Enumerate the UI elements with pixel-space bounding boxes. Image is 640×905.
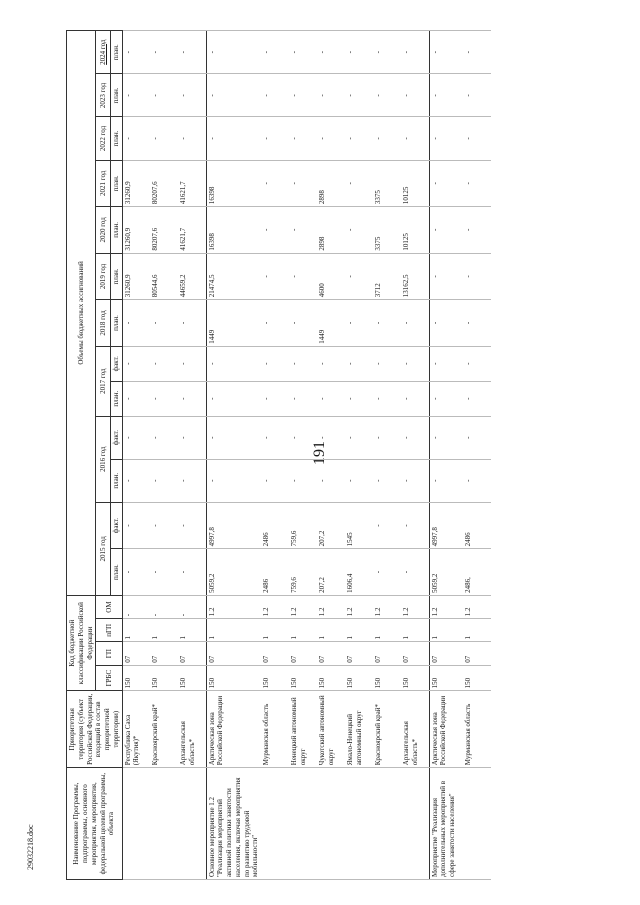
header-plan: план. [110, 459, 122, 502]
header-year: 2020 год [96, 207, 111, 254]
cell-value: - [289, 416, 317, 459]
cell-value: - [122, 502, 150, 549]
cell-value: - [345, 253, 373, 300]
cell-value: - [206, 74, 261, 117]
cell-value: - [122, 74, 150, 117]
cell-name [317, 768, 345, 880]
cell-value: - [345, 381, 373, 416]
header-plan: план. [110, 117, 122, 160]
cell-value: - [261, 117, 289, 160]
header-plan: план. [110, 300, 122, 347]
cell-gp: 07 [345, 642, 373, 665]
cell-value: - [150, 381, 178, 416]
header-territory: Приоритетная территория (субъект Российской Федерации, входящий в состав приоритетной территории) [67, 691, 123, 768]
cell-value: - [345, 117, 373, 160]
cell-value: - [261, 160, 289, 207]
cell-pgp: 1 [261, 619, 289, 642]
cell-territory: Ямало-Ненецкий автономный округ [345, 691, 373, 768]
cell-value: - [178, 502, 206, 549]
cell-gp: 07 [373, 642, 401, 665]
table-body [122, 31, 491, 880]
header-gp: ГП [96, 642, 122, 665]
budget-table-container [66, 30, 566, 880]
cell-value: - [150, 31, 178, 74]
cell-value: - [429, 346, 463, 381]
budget-table [66, 30, 491, 880]
cell-name: Мероприятие "Реализация дополнительных мероприятий в сфере занятости населения" [429, 768, 463, 880]
cell-value: - [289, 160, 317, 207]
cell-value: 31260,9 [122, 160, 150, 207]
header-year: 2015 год [96, 502, 111, 595]
cell-value: - [317, 381, 345, 416]
cell-om: 1.2 [345, 595, 373, 618]
cell-pgp: 1 [206, 619, 261, 642]
table-row [206, 31, 261, 880]
cell-value: 3375 [373, 207, 401, 254]
cell-value: - [373, 381, 401, 416]
header-plan: план. [110, 253, 122, 300]
cell-value: - [463, 346, 491, 381]
cell-value: - [206, 459, 261, 502]
cell-value: - [178, 346, 206, 381]
cell-value: - [261, 31, 289, 74]
header-volumes: Объемы бюджетных ассигнований [67, 31, 96, 596]
cell-om: - [178, 595, 206, 618]
cell-value: - [178, 31, 206, 74]
cell-value: - [345, 459, 373, 502]
cell-value: 16398 [206, 160, 261, 207]
cell-value: - [429, 300, 463, 347]
cell-pgp: 1 [429, 619, 463, 642]
cell-value: 3712 [373, 253, 401, 300]
cell-value: - [289, 346, 317, 381]
cell-name [289, 768, 317, 880]
cell-om: - [150, 595, 178, 618]
cell-value: - [429, 160, 463, 207]
cell-value: - [178, 459, 206, 502]
table-header [67, 31, 123, 880]
cell-value: 2486 [261, 549, 289, 596]
cell-value: - [401, 549, 429, 596]
cell-value: 759,6 [289, 502, 317, 549]
cell-territory: Красноярский край* [150, 691, 178, 768]
cell-value: - [463, 381, 491, 416]
table-row [345, 31, 373, 880]
cell-grbs: 150 [150, 665, 178, 691]
page-number: 191 [311, 441, 328, 465]
cell-value: 41621,7 [178, 207, 206, 254]
cell-value: - [150, 416, 178, 459]
table-row [261, 31, 289, 880]
cell-value: - [150, 117, 178, 160]
cell-value: 21474,5 [206, 253, 261, 300]
cell-value: 2486, [463, 549, 491, 596]
cell-value: 4997,8 [206, 502, 261, 549]
header-plan: план. [110, 549, 122, 596]
cell-value: 16398 [206, 207, 261, 254]
cell-value: - [150, 74, 178, 117]
cell-value: - [178, 117, 206, 160]
cell-territory: Арктическая зона Российской Федерации [429, 691, 463, 768]
cell-pgp: 1 [122, 619, 150, 642]
cell-territory: Республика Саха (Якутия)* [122, 691, 150, 768]
cell-value: 10125 [401, 160, 429, 207]
header-grbs: ГРБС [96, 665, 122, 691]
cell-value: - [373, 416, 401, 459]
header-year: 2021 год [96, 160, 111, 207]
cell-value: 1449 [317, 300, 345, 347]
cell-value: - [289, 74, 317, 117]
header-year: 2024 год [96, 31, 111, 74]
header-year: 2019 год [96, 253, 111, 300]
cell-value: 31260,9 [122, 253, 150, 300]
cell-territory: Арктическая зона Российской Федерации [206, 691, 261, 768]
cell-om: 1.2 [317, 595, 345, 618]
cell-value: - [150, 549, 178, 596]
cell-value: - [261, 459, 289, 502]
cell-om: 1.2 [401, 595, 429, 618]
cell-value: - [261, 300, 289, 347]
cell-value: - [206, 381, 261, 416]
cell-territory: Ненецкий автономный округ [289, 691, 317, 768]
cell-om: 1.2 [373, 595, 401, 618]
cell-value: - [345, 74, 373, 117]
header-om: ОМ [96, 595, 122, 618]
cell-value: - [401, 31, 429, 74]
cell-value: 13162,5 [401, 253, 429, 300]
table-row [178, 31, 206, 880]
cell-om: 1.2 [429, 595, 463, 618]
cell-gp: 07 [317, 642, 345, 665]
cell-value: - [345, 416, 373, 459]
cell-value: 44659,2 [178, 253, 206, 300]
cell-value: - [373, 549, 401, 596]
header-plan: план. [110, 74, 122, 117]
cell-value: - [429, 74, 463, 117]
cell-value: - [429, 117, 463, 160]
cell-value: - [122, 381, 150, 416]
cell-pgp: 1 [150, 619, 178, 642]
cell-value: - [345, 300, 373, 347]
table-row [122, 31, 150, 880]
cell-name [178, 768, 206, 880]
table-row [429, 31, 463, 880]
cell-value: 80544,6 [150, 253, 178, 300]
cell-grbs: 150 [373, 665, 401, 691]
cell-om: 1.2 [289, 595, 317, 618]
cell-value: - [317, 416, 345, 459]
cell-value: - [463, 459, 491, 502]
cell-territory: Чукотский автономный округ [317, 691, 345, 768]
cell-gp: 07 [178, 642, 206, 665]
cell-value: - [463, 207, 491, 254]
cell-value: - [289, 253, 317, 300]
cell-grbs: 150 [122, 665, 150, 691]
cell-value: - [317, 74, 345, 117]
cell-value: - [429, 416, 463, 459]
cell-value: 2486 [261, 502, 289, 549]
header-plan: план. [110, 31, 122, 74]
cell-territory: Мурманская область [463, 691, 491, 768]
cell-value: - [122, 459, 150, 502]
cell-value: 4997,8 [429, 502, 463, 549]
cell-value: 3375 [373, 160, 401, 207]
cell-gp: 07 [429, 642, 463, 665]
cell-value: 2898 [317, 160, 345, 207]
cell-value: 207,2 [317, 502, 345, 549]
cell-value: - [261, 416, 289, 459]
cell-gp: 07 [206, 642, 261, 665]
cell-territory: Архангельская область* [178, 691, 206, 768]
cell-value: - [401, 381, 429, 416]
cell-value: - [401, 74, 429, 117]
cell-name [401, 768, 429, 880]
cell-value: - [206, 416, 261, 459]
cell-value: - [289, 31, 317, 74]
cell-value: - [261, 381, 289, 416]
cell-gp: 07 [122, 642, 150, 665]
cell-value: - [122, 300, 150, 347]
cell-territory: Мурманская область [261, 691, 289, 768]
cell-value: - [401, 300, 429, 347]
cell-value: - [463, 160, 491, 207]
cell-value: - [401, 459, 429, 502]
cell-value: - [178, 74, 206, 117]
cell-value: - [289, 381, 317, 416]
cell-gp: 07 [261, 642, 289, 665]
cell-gp: 07 [401, 642, 429, 665]
cell-value: - [122, 117, 150, 160]
cell-om: 1.2 [261, 595, 289, 618]
cell-value: - [317, 346, 345, 381]
footer-filename: 29032218.doc [26, 824, 35, 870]
cell-value: - [206, 117, 261, 160]
cell-value: 10125 [401, 207, 429, 254]
cell-value: - [289, 207, 317, 254]
cell-value: - [373, 502, 401, 549]
cell-value: - [373, 117, 401, 160]
cell-value: - [401, 502, 429, 549]
cell-value: - [317, 117, 345, 160]
cell-territory: Архангельская область* [401, 691, 429, 768]
cell-value: 4600 [317, 253, 345, 300]
cell-value: 2898 [317, 207, 345, 254]
cell-grbs: 150 [429, 665, 463, 691]
cell-name [261, 768, 289, 880]
cell-value: 1449 [206, 300, 261, 347]
cell-pgp: 1 [289, 619, 317, 642]
cell-value: - [401, 117, 429, 160]
header-plan: план. [110, 381, 122, 416]
cell-value: - [178, 300, 206, 347]
cell-grbs: 150 [345, 665, 373, 691]
header-plan: план. [110, 160, 122, 207]
header-pgp: пГП [96, 619, 122, 642]
cell-value: - [429, 207, 463, 254]
cell-value: - [429, 459, 463, 502]
cell-territory: Красноярский край* [373, 691, 401, 768]
cell-value: 2486 [463, 502, 491, 549]
cell-pgp: 1 [345, 619, 373, 642]
cell-value: - [429, 31, 463, 74]
cell-value: - [317, 31, 345, 74]
cell-value: - [289, 117, 317, 160]
cell-value: - [122, 416, 150, 459]
cell-gp: 07 [463, 642, 491, 665]
cell-name [150, 768, 178, 880]
cell-value: - [261, 207, 289, 254]
cell-value: - [373, 31, 401, 74]
table-row [401, 31, 429, 880]
cell-value: - [345, 31, 373, 74]
cell-grbs: 150 [401, 665, 429, 691]
cell-value: 80207,6 [150, 160, 178, 207]
cell-name [345, 768, 373, 880]
cell-value: - [150, 459, 178, 502]
cell-value: - [178, 381, 206, 416]
cell-name [463, 768, 491, 880]
header-year: 2018 год [96, 300, 111, 347]
header-year: 2017 год [96, 346, 111, 416]
cell-value: - [122, 549, 150, 596]
cell-pgp: 1 [373, 619, 401, 642]
cell-value: - [429, 253, 463, 300]
header-fact: факт. [110, 502, 122, 549]
cell-om: 1.2 [463, 595, 491, 618]
cell-value: 5059,2 [429, 549, 463, 596]
cell-value: 759,6 [289, 549, 317, 596]
cell-gp: 07 [150, 642, 178, 665]
header-year: 2023 год [96, 74, 111, 117]
cell-value: - [429, 381, 463, 416]
cell-name [373, 768, 401, 880]
cell-value: - [150, 346, 178, 381]
cell-name [122, 768, 150, 880]
cell-value: 1606,4 [345, 549, 373, 596]
cell-value: - [345, 346, 373, 381]
cell-value: - [373, 300, 401, 347]
cell-value: - [206, 31, 261, 74]
cell-value: - [463, 117, 491, 160]
cell-grbs: 150 [178, 665, 206, 691]
cell-pgp: 1 [463, 619, 491, 642]
cell-value: - [401, 346, 429, 381]
header-year: 2022 год [96, 117, 111, 160]
cell-value: - [261, 253, 289, 300]
cell-value: - [373, 74, 401, 117]
cell-value: 80207,6 [150, 207, 178, 254]
table-row [373, 31, 401, 880]
cell-value: - [178, 549, 206, 596]
cell-value: - [289, 459, 317, 502]
header-fact: факт. [110, 346, 122, 381]
cell-pgp: 1 [178, 619, 206, 642]
cell-value: - [206, 346, 261, 381]
cell-om: 1.2 [206, 595, 261, 618]
cell-value: - [317, 459, 345, 502]
table-row [150, 31, 178, 880]
cell-om: - [122, 595, 150, 618]
cell-value: - [289, 300, 317, 347]
header-year: 2016 год [96, 416, 111, 502]
cell-value: - [373, 459, 401, 502]
cell-value: - [345, 207, 373, 254]
table-row [317, 31, 345, 880]
cell-value: 41621,7 [178, 160, 206, 207]
table-row [289, 31, 317, 880]
cell-name: Основное мероприятие 1.2 "Реализация мероприятий активной политики занятости населения, включая мероприятия по развитию трудовой мобильности" [206, 768, 261, 880]
cell-pgp: 1 [317, 619, 345, 642]
cell-grbs: 150 [463, 665, 491, 691]
cell-value: - [463, 74, 491, 117]
cell-value: - [463, 300, 491, 347]
cell-value: 5059,2 [206, 549, 261, 596]
cell-grbs: 150 [206, 665, 261, 691]
header-kbk: Код бюджетной классификации Российской Федерации [67, 595, 96, 690]
header-plan: план. [110, 207, 122, 254]
table-row [463, 31, 491, 880]
header-name: Наименование Программы, подпрограммы, основного мероприятия, мероприятия, федеральной целевой программы, объекта [67, 768, 123, 880]
cell-value: - [178, 416, 206, 459]
header-fact: факт. [110, 416, 122, 459]
cell-value: - [150, 300, 178, 347]
cell-value: - [261, 74, 289, 117]
cell-value: 31260,9 [122, 207, 150, 254]
cell-value: - [261, 346, 289, 381]
cell-value: - [401, 416, 429, 459]
cell-value: - [122, 346, 150, 381]
cell-value: 1545 [345, 502, 373, 549]
cell-grbs: 150 [317, 665, 345, 691]
cell-grbs: 150 [261, 665, 289, 691]
cell-gp: 07 [289, 642, 317, 665]
cell-value: - [373, 346, 401, 381]
cell-value: 207,2 [317, 549, 345, 596]
cell-value: - [122, 31, 150, 74]
cell-value: - [463, 416, 491, 459]
cell-value: - [345, 160, 373, 207]
cell-value: - [150, 502, 178, 549]
cell-grbs: 150 [289, 665, 317, 691]
cell-pgp: 1 [401, 619, 429, 642]
cell-value: - [463, 253, 491, 300]
cell-value: - [463, 31, 491, 74]
